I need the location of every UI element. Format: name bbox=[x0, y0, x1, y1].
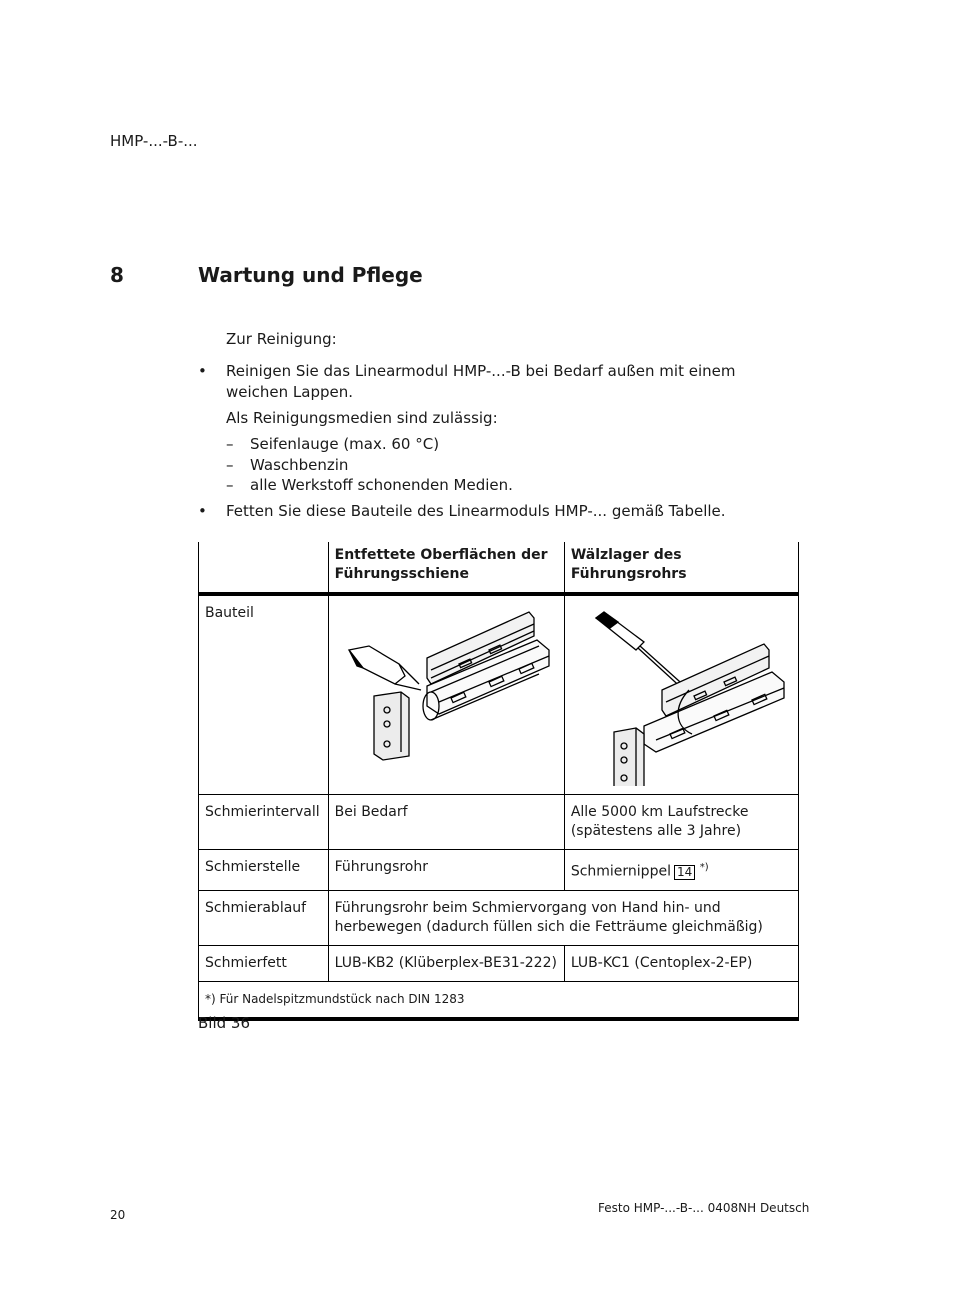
row-label-bauteil: Bauteil bbox=[199, 594, 329, 795]
dash-item bbox=[226, 476, 513, 494]
bullet-item bbox=[198, 361, 798, 403]
cell-intervall-rail: Bei Bedarf bbox=[328, 795, 564, 850]
footer-doc-info: Festo HMP-...-B-... 0408NH Deutsch bbox=[598, 1201, 810, 1215]
table-row bbox=[199, 850, 799, 891]
cell-ablauf-merged: Führungsrohr beim Schmiervorgang von Hand hin- und herbewegen (dadurch füllen sich die Fetträume gleichmäßig) bbox=[328, 890, 798, 945]
table-header-rail: Entfettete Oberflächen der Führungsschiene bbox=[328, 542, 564, 594]
dash-text: Waschbenzin bbox=[250, 456, 349, 474]
bullet-marker: • bbox=[198, 502, 207, 520]
row-label-fett: Schmierfett bbox=[199, 945, 329, 981]
bullet-marker: • bbox=[198, 362, 207, 380]
section-number: 8 bbox=[110, 263, 124, 287]
dash-item bbox=[226, 435, 439, 453]
table-row bbox=[199, 594, 799, 795]
section-title: Wartung und Pflege bbox=[198, 263, 423, 287]
cell-stelle-bearing bbox=[564, 850, 798, 891]
table-footnote: *) Für Nadelspitzmundstück nach DIN 1283 bbox=[199, 981, 799, 1019]
table-footnote-row bbox=[199, 981, 799, 1019]
row-label-ablauf: Schmierablauf bbox=[199, 890, 329, 945]
dash-marker: – bbox=[226, 456, 234, 474]
bullet-text: Reinigen Sie das Linearmodul HMP-...-B bei Bedarf außen mit einem weichen Lappen. bbox=[226, 362, 736, 401]
grease-nipple-text: Schmiernippel bbox=[570, 863, 671, 880]
table-header-bearing: Wälzlager des Führungsrohrs bbox=[564, 542, 798, 594]
table-row bbox=[199, 890, 799, 945]
reference-number-box: 14 bbox=[674, 865, 695, 880]
table-row bbox=[199, 945, 799, 981]
lubrication-table bbox=[198, 542, 799, 1021]
row-label-stelle: Schmierstelle bbox=[199, 850, 329, 891]
rail-drawing-image bbox=[339, 606, 554, 776]
cell-fett-bearing: LUB-KC1 (Centoplex-2-EP) bbox=[564, 945, 798, 981]
cell-fett-rail: LUB-KB2 (Klüberplex-BE31-222) bbox=[328, 945, 564, 981]
figure-caption: Bild 36 bbox=[198, 1014, 251, 1032]
dash-marker: – bbox=[226, 476, 234, 494]
bearing-drawing-cell bbox=[564, 594, 798, 795]
bullet-text: Fetten Sie diese Bauteile des Linearmoduls HMP-... gemäß Tabelle. bbox=[226, 502, 726, 520]
page-number: 20 bbox=[110, 1208, 126, 1222]
cell-intervall-bearing: Alle 5000 km Laufstrecke (spätestens alle 3 Jahre) bbox=[564, 795, 798, 850]
row-label-intervall: Schmierintervall bbox=[199, 795, 329, 850]
dash-marker: – bbox=[226, 435, 234, 453]
cleaning-media-label: Als Reinigungsmedien sind zulässig: bbox=[226, 409, 498, 427]
dash-item bbox=[226, 456, 348, 474]
bullet-item bbox=[198, 501, 798, 522]
dash-text: alle Werkstoff schonenden Medien. bbox=[250, 476, 513, 494]
table-row bbox=[199, 795, 799, 850]
cell-stelle-rail: Führungsrohr bbox=[328, 850, 564, 891]
rail-drawing-cell bbox=[328, 594, 564, 795]
bearing-drawing-image bbox=[574, 606, 789, 786]
intro-text: Zur Reinigung: bbox=[226, 330, 337, 348]
dash-text: Seifenlauge (max. 60 °C) bbox=[250, 435, 440, 453]
table-header-blank bbox=[199, 542, 329, 594]
header-product-code: HMP-...-B-... bbox=[110, 132, 198, 150]
footnote-marker: *) bbox=[699, 862, 709, 873]
table-header-row bbox=[199, 542, 799, 594]
